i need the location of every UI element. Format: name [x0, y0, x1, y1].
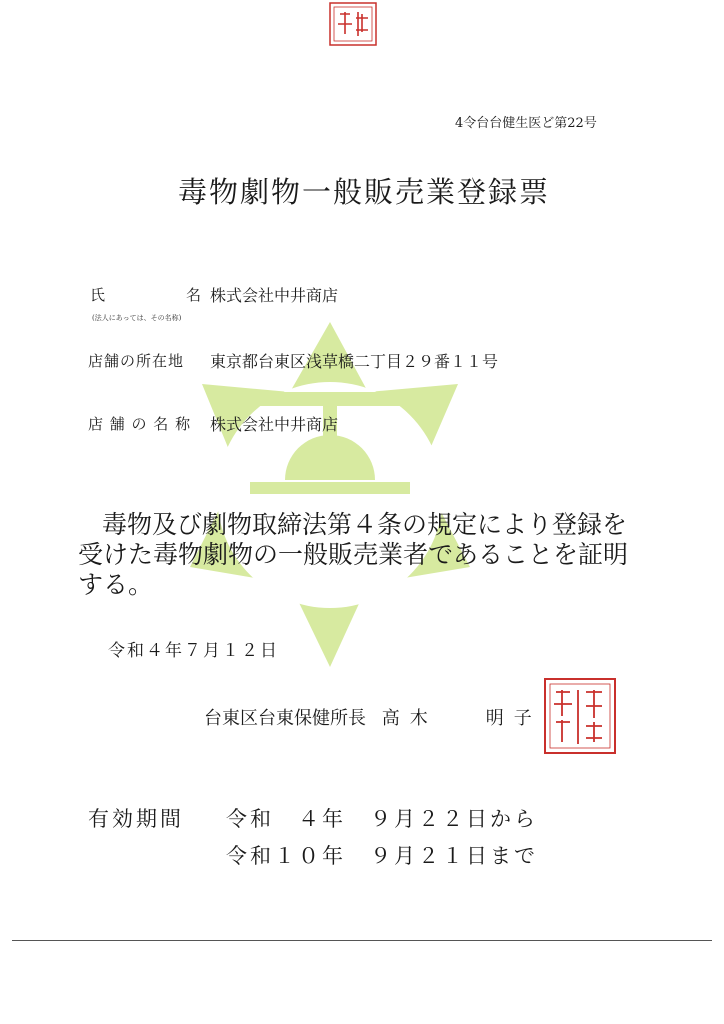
store-name-label: 店 舗 の 名 称 — [88, 415, 192, 433]
statement-line-1: 毒物及び劇物取締法第４条の規定により登録を — [102, 510, 628, 539]
name-label: 氏 名 — [90, 286, 203, 304]
top-seal-stamp — [326, 0, 380, 48]
validity-to: 令和１０年 ９月２１日まで — [226, 844, 538, 868]
reference-number: 4令台台健生医ど第22号 — [455, 116, 597, 131]
issuer-seal-stamp — [542, 676, 618, 756]
location-label: 店舗の所在地 — [88, 352, 185, 370]
issuer — [204, 704, 542, 730]
bottom-divider — [12, 940, 712, 941]
document-title: 毒物劇物一般販売業登録票 — [178, 175, 551, 209]
validity-label: 有効期間 — [88, 807, 184, 831]
statement-line-2: 受けた毒物劇物の一般販売業者であることを証明 — [78, 540, 629, 569]
store-name-value: 株式会社中井商店 — [210, 415, 339, 434]
issuer-title: 台東区台東保健所長 — [204, 708, 366, 729]
issuer-surname: 高木 — [381, 708, 438, 729]
certification-statement — [78, 510, 678, 600]
issuer-given-name: 明子 — [485, 708, 542, 729]
emblem-middle-bar — [250, 482, 410, 494]
emblem-top-bar — [248, 392, 410, 406]
location-value: 東京都台東区浅草橋二丁目２９番１１号 — [210, 352, 499, 371]
name-note: (法人にあっては、その名称) — [92, 314, 182, 322]
tokyo-emblem-watermark — [190, 322, 470, 672]
statement-line-3: する。 — [78, 570, 154, 599]
validity-from: 令和 ４年 ９月２２日から — [226, 807, 538, 831]
name-value: 株式会社中井商店 — [210, 286, 339, 305]
issue-date: 令和４年７月１２日 — [108, 641, 279, 661]
